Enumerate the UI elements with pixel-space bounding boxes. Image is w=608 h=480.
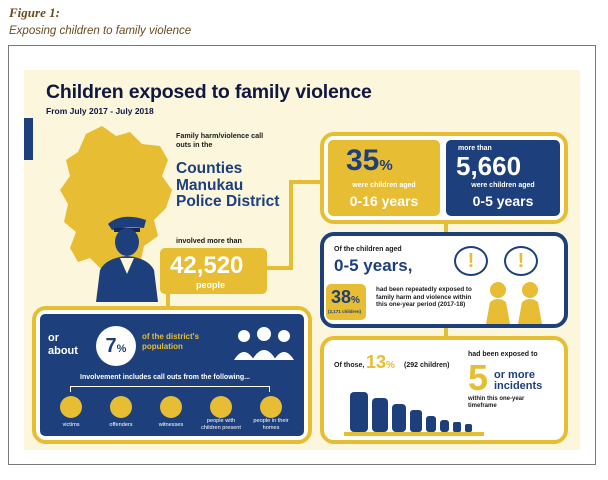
figure-label: Figure 1: <box>9 5 60 20</box>
stat-5660-box <box>446 140 560 216</box>
population-pct-circle <box>96 326 136 366</box>
population-or-about: or about <box>48 332 78 357</box>
people-count-box <box>160 248 267 294</box>
map-shape <box>60 126 172 274</box>
under5-intro: Of the children aged <box>334 246 402 253</box>
alert-bubble-icon: ! <box>504 246 538 276</box>
stat-35-value <box>346 144 393 178</box>
under5-pct-note: (2,171 children) <box>328 309 362 314</box>
category-label: victims <box>62 422 80 428</box>
population-box <box>40 314 304 436</box>
callout-intro: Family harm/violence call outs in the <box>176 131 264 149</box>
stat-35-line2: 0-16 years <box>349 193 419 209</box>
population-group-icon <box>232 326 296 360</box>
under5-age: 0-5 years, <box>334 256 413 275</box>
category-label: offenders <box>109 422 133 428</box>
population-involvement: Involvement includes call outs from the following... <box>80 374 250 381</box>
incidents-count: 5 <box>468 357 489 398</box>
stat-35-box <box>328 140 440 216</box>
incidents-pct-number: 13 <box>366 352 387 372</box>
population-label: of the district's population <box>142 332 200 351</box>
incidents-timeframe: within this one-year timeframe <box>468 396 525 409</box>
incidents-intro: Of those, <box>334 362 365 369</box>
callout-involved: involved more than <box>176 236 242 245</box>
population-pct-number: 7 <box>105 335 117 357</box>
connector-line <box>289 180 293 270</box>
under5-pct <box>331 287 360 308</box>
incidents-exposed: had been exposed to <box>468 351 538 358</box>
under5-description: had been repeatedly exposed to family harm and violence within this one-year period (2017-18) <box>376 286 472 309</box>
offenders-icon <box>110 396 132 418</box>
infographic <box>24 70 580 450</box>
victims-icon <box>60 396 82 418</box>
incident-figures-illustration <box>344 378 544 438</box>
children-silhouette-icon <box>476 280 556 324</box>
stat-35-line1: were children aged <box>352 182 416 189</box>
witnesses-icon <box>160 396 182 418</box>
people-in-homes-icon <box>260 396 282 418</box>
category-label: witnesses <box>158 422 184 428</box>
stat-35-unit: % <box>379 157 393 174</box>
incidents-pct-note: (292 children) <box>404 362 450 369</box>
stat-5660-line1: were children aged <box>471 182 535 189</box>
infographic-subtitle: From July 2017 - July 2018 <box>46 106 154 116</box>
stat-5660-line2: 0-5 years <box>472 193 534 209</box>
district-name: Counties Manukau Police District <box>176 160 280 210</box>
people-count: 42,520 <box>170 252 244 279</box>
incidents-pct-unit: % <box>386 360 395 371</box>
people-unit: people <box>196 280 226 290</box>
under5-pct-unit: % <box>351 295 360 306</box>
stat-5660-value: 5,660 <box>456 151 522 181</box>
incidents-pct <box>366 352 395 373</box>
stat-5660-prefix: more than <box>458 145 492 152</box>
population-pct-unit: % <box>116 343 127 355</box>
incidents-count-label: or more incidents <box>494 369 543 392</box>
figure-caption: Exposing children to family violence <box>9 25 192 37</box>
category-label: people in their homes <box>253 418 289 431</box>
side-accent-bar <box>24 118 33 160</box>
category-label: people with children present <box>201 418 241 431</box>
under5-pct-box <box>326 284 366 320</box>
involvement-bracket <box>70 386 270 392</box>
stat-35-number: 35 <box>346 144 380 177</box>
under5-pct-number: 38 <box>331 287 352 307</box>
people-with-children-icon <box>210 396 232 418</box>
infographic-title: Children exposed to family violence <box>46 81 372 103</box>
alert-bubble-icon: ! <box>454 246 488 276</box>
